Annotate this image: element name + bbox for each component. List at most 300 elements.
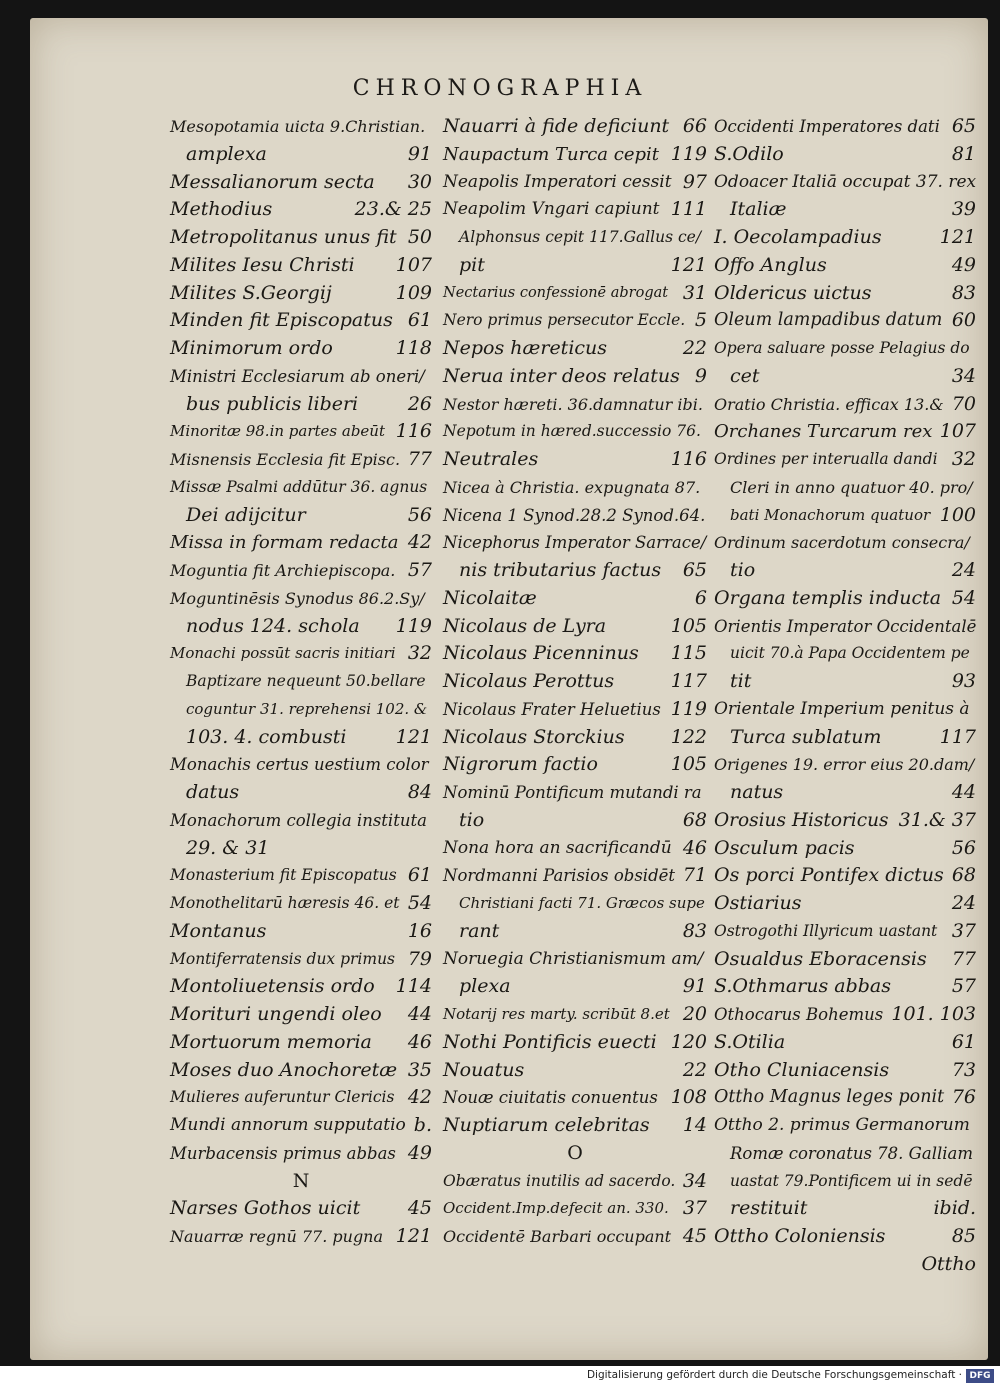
index-entry bbox=[443, 751, 707, 779]
index-entry bbox=[170, 363, 432, 391]
index-entry bbox=[443, 391, 707, 419]
entry-text: rant bbox=[459, 919, 500, 942]
entry-text: Nectarius confessionē abrogat bbox=[443, 284, 669, 301]
entry-page-number: 54 bbox=[407, 892, 432, 914]
index-entry bbox=[714, 474, 976, 502]
entry-text: pit bbox=[459, 253, 485, 276]
entry-text: Ostiarius bbox=[714, 892, 802, 914]
entry-text: Notarij res marty. scribūt 8.et bbox=[443, 1005, 670, 1023]
index-entry bbox=[170, 613, 432, 641]
index-entry bbox=[714, 252, 976, 280]
index-entry bbox=[714, 529, 976, 557]
entry-page-number: b. bbox=[413, 1114, 432, 1136]
index-entry bbox=[443, 613, 707, 641]
entry-text: Minoritæ 98.in partes abeūt bbox=[170, 422, 385, 441]
index-entry bbox=[714, 668, 976, 696]
entry-text: Naupactum Turca cepit bbox=[443, 143, 660, 165]
index-entry bbox=[714, 640, 976, 668]
entry-page-number: 107 bbox=[395, 253, 432, 276]
entry-page-number: 22 bbox=[682, 337, 707, 359]
entry-text: Monothelitarū hæresis 46. et bbox=[170, 894, 400, 912]
index-entry bbox=[170, 502, 432, 530]
entry-page-number: 14 bbox=[682, 1114, 707, 1136]
entry-text: Minimorum ordo bbox=[170, 337, 333, 359]
index-entry bbox=[714, 557, 976, 585]
entry-text: Romæ coronatus 78. Galliam bbox=[730, 1143, 974, 1163]
entry-text: Ottho Magnus leges ponit bbox=[714, 1087, 945, 1108]
entry-text: Moses duo Anochoretæ bbox=[170, 1058, 398, 1081]
entry-text: Nouæ ciuitatis conuentus bbox=[443, 1088, 658, 1108]
entry-page-number: 105 bbox=[670, 614, 707, 637]
entry-text: Metropolitanus unus fit bbox=[170, 226, 397, 248]
entry-text: Nuptiarum celebritas bbox=[443, 1114, 650, 1136]
entry-page-number: 49 bbox=[951, 253, 976, 276]
entry-text: Ottho bbox=[921, 1252, 976, 1275]
entry-page-number: 20 bbox=[682, 1003, 707, 1025]
entry-text: Ministri Ecclesiarum ab oneri/ bbox=[170, 366, 425, 386]
index-entry bbox=[714, 196, 976, 224]
entry-page-number: 84 bbox=[407, 781, 432, 803]
entry-text: Nicolaus Perottus bbox=[443, 670, 615, 692]
index-entry bbox=[170, 391, 432, 419]
entry-text: S.Otilia bbox=[714, 1030, 786, 1053]
index-entry bbox=[443, 363, 707, 391]
index-entry bbox=[443, 502, 707, 530]
entry-page-number: 121 bbox=[939, 226, 976, 248]
entry-text: Origenes 19. error eius 20.dam/ bbox=[714, 755, 975, 775]
entry-text: natus bbox=[730, 781, 784, 803]
entry-page-number: 37 bbox=[951, 919, 976, 942]
entry-page-number: 108 bbox=[670, 1086, 707, 1109]
entry-text: Misnensis Ecclesia fit Episc. bbox=[170, 450, 401, 469]
index-entry bbox=[443, 1168, 707, 1196]
entry-text: Nerua inter deos relatus bbox=[443, 364, 680, 387]
entry-text: Orosius Historicus bbox=[714, 809, 889, 831]
entry-text: Ordines per interualla dandi bbox=[714, 450, 938, 468]
index-entry bbox=[170, 141, 432, 169]
index-entry bbox=[443, 1112, 707, 1140]
index-entry bbox=[714, 418, 976, 446]
index-entry bbox=[443, 724, 707, 752]
entry-text: Opera saluare posse Pelagius do bbox=[714, 339, 970, 357]
entry-page-number: 45 bbox=[407, 1197, 432, 1220]
entry-text: Montiferratensis dux primus bbox=[170, 949, 396, 968]
entry-text: Oratio Christia. efficax 13.& bbox=[714, 394, 944, 414]
entry-text: O bbox=[567, 1141, 583, 1164]
index-entry bbox=[443, 946, 707, 974]
entry-text: Osualdus Eboracensis bbox=[714, 947, 927, 970]
entry-page-number: 114 bbox=[395, 975, 432, 998]
index-entry bbox=[714, 280, 976, 308]
entry-page-number: 85 bbox=[951, 1225, 976, 1247]
index-entry bbox=[170, 418, 432, 446]
entry-text: cet bbox=[730, 364, 760, 387]
entry-page-number: ibid. bbox=[933, 1197, 976, 1220]
index-entry bbox=[714, 918, 976, 946]
entry-text: 103. 4. combusti bbox=[186, 725, 347, 748]
entry-page-number: 65 bbox=[682, 559, 707, 581]
index-entry bbox=[714, 946, 976, 974]
entry-page-number: 109 bbox=[395, 281, 432, 304]
entry-page-number: 120 bbox=[670, 1030, 707, 1053]
entry-page-number: 77 bbox=[407, 448, 432, 470]
entry-page-number: 9 bbox=[694, 364, 707, 387]
entry-text: Murbacensis primus abbas bbox=[170, 1143, 396, 1163]
entry-text: Otho Cluniacensis bbox=[714, 1058, 890, 1081]
entry-text: Cleri in anno quatuor 40. pro/ bbox=[730, 477, 973, 497]
index-entry bbox=[714, 613, 976, 641]
index-entry bbox=[443, 1001, 707, 1029]
entry-text: Mulieres auferuntur Clericis bbox=[170, 1088, 395, 1107]
entry-page-number: 117 bbox=[939, 725, 976, 748]
entry-page-number: 44 bbox=[407, 1003, 432, 1025]
entry-text: Monachorum collegia instituta bbox=[170, 810, 427, 830]
entry-page-number: 56 bbox=[407, 503, 432, 526]
entry-text: Nicolaus Frater Heluetius bbox=[443, 699, 661, 719]
entry-page-number: 44 bbox=[951, 781, 976, 803]
entry-text: Nicephorus Imperator Sarrace/ bbox=[443, 533, 707, 553]
entry-text: S.Odilo bbox=[714, 142, 784, 165]
dfg-logo: DFG bbox=[966, 1369, 994, 1383]
entry-text: Monachis certus uestium color bbox=[170, 755, 429, 775]
entry-page-number: 121 bbox=[670, 253, 707, 276]
index-entry bbox=[443, 280, 707, 308]
index-entry bbox=[443, 807, 707, 835]
entry-text: Milites Iesu Christi bbox=[170, 253, 355, 276]
entry-text: Osculum pacis bbox=[714, 836, 855, 859]
entry-text: tit bbox=[730, 670, 752, 692]
entry-text: tio bbox=[730, 559, 756, 581]
index-column-3 bbox=[714, 113, 976, 1279]
entry-page-number: 105 bbox=[670, 753, 707, 776]
index-entry bbox=[714, 1168, 976, 1196]
digitization-credit: Digitalisierung gefördert durch die Deutsche Forschungsgemeinschaft · bbox=[586, 1369, 962, 1381]
entry-text: Ordinum sacerdotum consecra/ bbox=[714, 533, 970, 553]
entry-page-number: 83 bbox=[682, 919, 707, 942]
entry-page-number: 121 bbox=[395, 725, 432, 748]
entry-text: Ostrogothi Illyricum uastant bbox=[714, 921, 938, 940]
index-entry bbox=[170, 696, 432, 724]
index-entry bbox=[170, 252, 432, 280]
index-entry bbox=[170, 862, 432, 890]
index-entry bbox=[714, 585, 976, 613]
entry-page-number: 39 bbox=[951, 198, 976, 221]
entry-page-number: 49 bbox=[407, 1141, 432, 1164]
index-entry bbox=[170, 1112, 432, 1140]
entry-text: uastat 79.Pontificem ui in sedē bbox=[730, 1171, 973, 1190]
entry-text: Organa templis inducta bbox=[714, 586, 942, 609]
entry-page-number: 91 bbox=[407, 142, 432, 165]
index-entry bbox=[170, 835, 432, 863]
section-letter bbox=[443, 1140, 707, 1168]
index-entry bbox=[443, 779, 707, 807]
entry-text: Christiani facti 71. Græcos supe bbox=[459, 894, 705, 912]
entry-text: Nouatus bbox=[443, 1058, 525, 1081]
entry-page-number: 119 bbox=[395, 614, 432, 637]
entry-text: Nicolaus Picenninus bbox=[443, 642, 639, 665]
entry-text: Monasterium fit Episcopatus bbox=[170, 866, 397, 885]
index-entry bbox=[714, 973, 976, 1001]
entry-text: Odoacer Italiā occupat 37. rex bbox=[714, 171, 977, 192]
entry-page-number: 57 bbox=[951, 975, 976, 998]
index-entry bbox=[443, 890, 707, 918]
index-entry bbox=[714, 169, 976, 197]
entry-text: Nigrorum factio bbox=[443, 753, 598, 776]
index-entry bbox=[714, 446, 976, 474]
entry-text: Ottho 2. primus Germanorum bbox=[714, 1115, 970, 1135]
entry-page-number: 34 bbox=[951, 364, 976, 387]
entry-text: Nero primus persecutor Eccle. bbox=[443, 311, 686, 330]
entry-text: Ottho Coloniensis bbox=[714, 1225, 886, 1247]
index-entry bbox=[170, 1057, 432, 1085]
entry-page-number: 81 bbox=[951, 142, 976, 165]
entry-page-number: 5 bbox=[694, 309, 707, 332]
entry-text: Nothi Pontificis euecti bbox=[443, 1030, 657, 1053]
index-entry bbox=[170, 585, 432, 613]
entry-page-number: 70 bbox=[951, 392, 976, 415]
entry-page-number: 30 bbox=[407, 170, 432, 193]
entry-text: Baptizare nequeunt 50.bellare bbox=[186, 672, 426, 690]
index-entry bbox=[170, 779, 432, 807]
entry-page-number: 107 bbox=[939, 420, 976, 443]
index-entry bbox=[170, 113, 432, 141]
entry-text: Montanus bbox=[170, 919, 267, 942]
entry-page-number: 54 bbox=[951, 586, 976, 609]
index-entry bbox=[714, 751, 976, 779]
entry-text: Narses Gothos uicit bbox=[170, 1197, 361, 1220]
entry-text: uicit 70.à Papa Occidentem pe bbox=[730, 644, 970, 663]
index-entry bbox=[443, 640, 707, 668]
index-entry bbox=[714, 835, 976, 863]
entry-page-number: 46 bbox=[407, 1030, 432, 1053]
entry-text: 29. & 31 bbox=[186, 836, 270, 859]
entry-page-number: 24 bbox=[951, 892, 976, 914]
index-entry bbox=[443, 224, 707, 252]
index-entry bbox=[170, 280, 432, 308]
entry-page-number: 68 bbox=[951, 864, 976, 887]
index-entry bbox=[170, 724, 432, 752]
entry-page-number: 79 bbox=[407, 947, 432, 970]
entry-text: Methodius bbox=[170, 198, 273, 221]
entry-text: Nordmanni Parisios obsidēt bbox=[443, 866, 676, 886]
entry-text: Nicolaus de Lyra bbox=[443, 614, 607, 637]
index-entry bbox=[714, 1223, 976, 1251]
entry-text: Neapolis Imperatori cessit bbox=[443, 171, 672, 192]
entry-page-number: 16 bbox=[407, 919, 432, 942]
entry-text: Nicolaus Storckius bbox=[443, 725, 625, 748]
index-entry bbox=[443, 1057, 707, 1085]
entry-page-number: 121 bbox=[395, 1225, 432, 1247]
index-entry bbox=[170, 918, 432, 946]
index-entry bbox=[714, 1195, 976, 1223]
entry-text: restituit bbox=[730, 1197, 808, 1220]
index-entry bbox=[170, 1140, 432, 1168]
entry-text: Nicolaitæ bbox=[443, 586, 537, 609]
entry-text: Nicea à Christia. expugnata 87. bbox=[443, 477, 701, 497]
entry-page-number: 37 bbox=[682, 1197, 707, 1220]
entry-text: Mesopotamia uicta 9.Christian. bbox=[170, 117, 426, 136]
running-title: CHRONOGRAPHIA bbox=[352, 76, 648, 101]
index-entry bbox=[170, 1029, 432, 1057]
entry-text: datus bbox=[186, 781, 240, 803]
index-entry bbox=[714, 807, 976, 835]
index-entry bbox=[443, 862, 707, 890]
index-entry bbox=[443, 252, 707, 280]
entry-page-number: 118 bbox=[395, 337, 432, 359]
index-entry bbox=[443, 196, 707, 224]
index-entry bbox=[443, 307, 707, 335]
entry-text: Noruegia Christianismum am/ bbox=[443, 948, 704, 969]
entry-page-number: 31 bbox=[682, 281, 707, 304]
index-entry bbox=[714, 502, 976, 530]
entry-text: I. Oecolampadius bbox=[714, 226, 882, 248]
index-column-1 bbox=[170, 113, 432, 1251]
entry-page-number: 35 bbox=[407, 1058, 432, 1081]
index-entry bbox=[170, 224, 432, 252]
entry-text: Italiæ bbox=[730, 198, 787, 221]
entry-page-number: 32 bbox=[951, 448, 976, 470]
entry-text: Occident.Imp.defecit an. 330. bbox=[443, 1199, 669, 1218]
index-entry bbox=[714, 363, 976, 391]
entry-text: Dei adijcitur bbox=[186, 503, 306, 526]
entry-page-number: 31.& 37 bbox=[898, 808, 976, 831]
index-entry bbox=[443, 141, 707, 169]
index-entry bbox=[170, 640, 432, 668]
index-entry bbox=[170, 335, 432, 363]
entry-page-number: 68 bbox=[682, 808, 707, 831]
index-entry bbox=[714, 724, 976, 752]
entry-page-number: 83 bbox=[951, 281, 976, 304]
index-entry bbox=[170, 307, 432, 335]
index-entry bbox=[170, 890, 432, 918]
entry-text: Mortuorum memoria bbox=[170, 1030, 372, 1053]
entry-page-number: 42 bbox=[407, 531, 432, 554]
entry-text: Montoliuetensis ordo bbox=[170, 975, 375, 998]
entry-text: Nepotum in hæred.successio 76. bbox=[443, 422, 701, 441]
entry-page-number: 101. 103 bbox=[891, 1003, 976, 1025]
entry-text: Occidenti Imperatores dati bbox=[714, 117, 940, 136]
entry-text: nodus 124. schola bbox=[186, 614, 360, 637]
index-entry bbox=[443, 335, 707, 363]
entry-text: Monachi possūt sacris initiari bbox=[170, 644, 396, 663]
index-entry bbox=[443, 973, 707, 1001]
entry-page-number: 57 bbox=[407, 559, 432, 581]
index-entry bbox=[170, 1001, 432, 1029]
entry-page-number: 61 bbox=[407, 309, 432, 332]
index-entry bbox=[714, 890, 976, 918]
section-letter bbox=[170, 1168, 432, 1196]
entry-text: Os porci Pontifex dictus bbox=[714, 864, 944, 887]
entry-page-number: 66 bbox=[682, 115, 707, 137]
index-entry bbox=[714, 862, 976, 890]
entry-text: Nona hora an sacrificandū bbox=[443, 837, 672, 858]
index-entry bbox=[170, 196, 432, 224]
entry-text: Nestor hæreti. 36.damnatur ibi. bbox=[443, 394, 703, 414]
entry-page-number: 61 bbox=[951, 1030, 976, 1053]
index-entry bbox=[170, 668, 432, 696]
index-entry bbox=[443, 169, 707, 197]
index-entry bbox=[714, 1112, 976, 1140]
entry-page-number: 100 bbox=[939, 503, 976, 526]
index-entry bbox=[443, 529, 707, 557]
entry-text: Offo Anglus bbox=[714, 253, 827, 276]
entry-page-number: 93 bbox=[951, 670, 976, 692]
index-entry bbox=[714, 391, 976, 419]
index-entry bbox=[170, 446, 432, 474]
index-entry bbox=[443, 557, 707, 585]
index-entry bbox=[443, 585, 707, 613]
index-entry bbox=[443, 474, 707, 502]
index-entry bbox=[443, 418, 707, 446]
entry-page-number: 65 bbox=[951, 115, 976, 137]
index-entry bbox=[170, 1084, 432, 1112]
entry-text: tio bbox=[459, 808, 485, 831]
index-entry bbox=[170, 529, 432, 557]
entry-page-number: 116 bbox=[395, 420, 432, 443]
entry-page-number: 117 bbox=[670, 670, 707, 692]
index-column-2 bbox=[443, 113, 707, 1251]
entry-text: Mundi annorum supputatio bbox=[170, 1115, 406, 1135]
entry-page-number: 22 bbox=[682, 1058, 707, 1081]
entry-text: Moguntinēsis Synodus 86.2.Sy/ bbox=[170, 588, 425, 608]
entry-text: Minden fit Episcopatus bbox=[170, 309, 393, 332]
entry-page-number: 32 bbox=[407, 642, 432, 665]
entry-text: amplexa bbox=[186, 142, 267, 165]
entry-page-number: 91 bbox=[682, 975, 707, 998]
catchword bbox=[714, 1251, 976, 1279]
entry-text: Missa in formam redacta bbox=[170, 532, 399, 554]
entry-text: Morituri ungendi oleo bbox=[170, 1003, 382, 1025]
entry-text: Moguntia fit Archiepiscopa. bbox=[170, 561, 396, 580]
index-entry bbox=[443, 446, 707, 474]
index-entry bbox=[443, 1223, 707, 1251]
entry-page-number: 77 bbox=[951, 947, 976, 970]
index-entry bbox=[170, 1223, 432, 1251]
index-entry bbox=[443, 668, 707, 696]
index-entry bbox=[443, 1029, 707, 1057]
entry-text: N bbox=[292, 1169, 310, 1192]
index-entry bbox=[443, 113, 707, 141]
entry-text: Nominū Pontificum mutandi ra bbox=[443, 783, 702, 802]
index-entry bbox=[714, 141, 976, 169]
index-entry bbox=[170, 557, 432, 585]
entry-page-number: 71 bbox=[682, 864, 707, 887]
entry-text: Alphonsus cepit 117.Gallus ce/ bbox=[459, 228, 702, 246]
index-entry bbox=[714, 1140, 976, 1168]
index-entry bbox=[714, 1001, 976, 1029]
index-entry bbox=[714, 1057, 976, 1085]
entry-text: bus publicis liberi bbox=[186, 392, 359, 415]
entry-page-number: 97 bbox=[682, 170, 707, 193]
entry-page-number: 45 bbox=[682, 1225, 707, 1247]
entry-text: S.Othmarus abbas bbox=[714, 975, 892, 998]
entry-text: Missæ Psalmi addūtur 36. agnus bbox=[170, 477, 428, 496]
entry-page-number: 24 bbox=[951, 559, 976, 581]
entry-page-number: 42 bbox=[407, 1086, 432, 1109]
entry-page-number: 56 bbox=[951, 836, 976, 859]
index-entry bbox=[443, 696, 707, 724]
index-entry bbox=[443, 1084, 707, 1112]
entry-text: Oldericus uictus bbox=[714, 281, 872, 304]
entry-page-number: 61 bbox=[407, 864, 432, 887]
entry-page-number: 50 bbox=[407, 226, 432, 248]
index-entry bbox=[170, 751, 432, 779]
entry-page-number: 122 bbox=[670, 725, 707, 748]
entry-text: Neutrales bbox=[443, 448, 539, 470]
entry-page-number: 60 bbox=[951, 309, 976, 332]
entry-page-number: 76 bbox=[951, 1086, 976, 1109]
entry-text: Milites S.Georgij bbox=[170, 281, 332, 304]
